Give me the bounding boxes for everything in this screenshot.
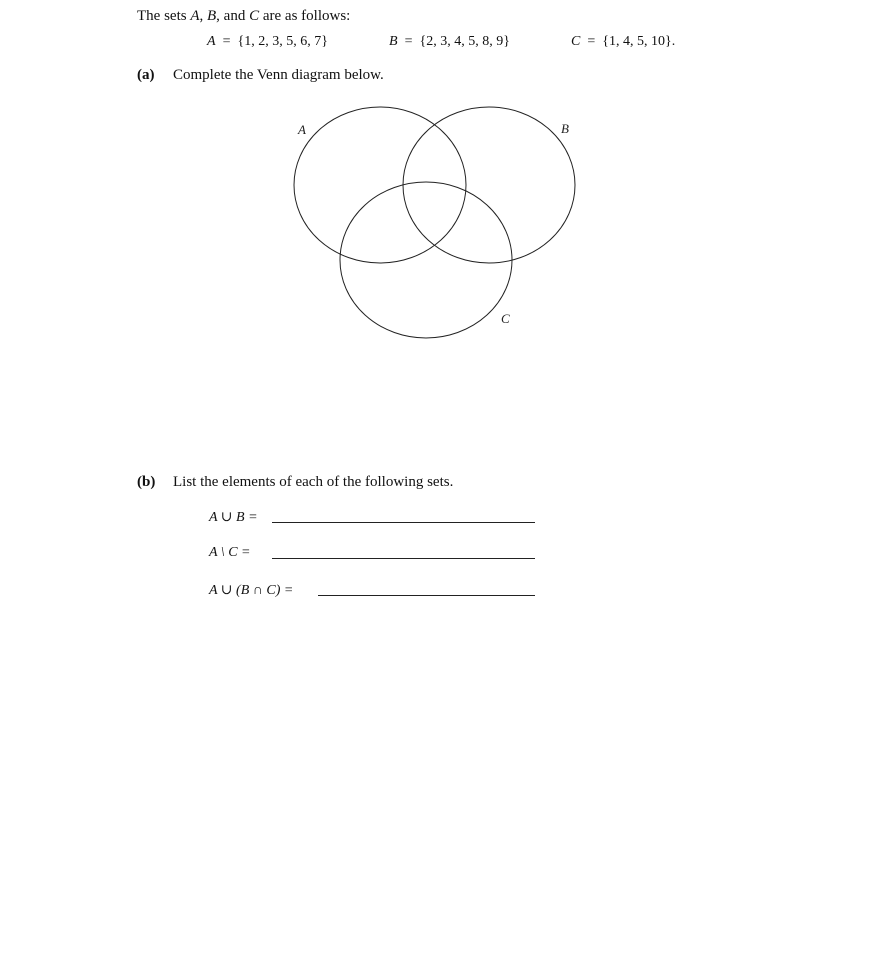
circle-b <box>403 107 575 263</box>
intro-set-c: C <box>249 8 260 24</box>
intro-separator: , and <box>216 8 250 24</box>
equals-sign: = <box>587 34 596 49</box>
set-name: A <box>207 34 216 49</box>
set-elements: {1, 2, 3, 5, 6, 7} <box>237 34 328 49</box>
set-name: B <box>389 34 398 49</box>
venn-label-a: A <box>298 122 306 137</box>
intro-set-a: A <box>190 8 200 24</box>
intro-prefix: The sets <box>137 8 191 24</box>
intro-set-b: B <box>207 8 217 24</box>
set-name: C <box>571 34 581 49</box>
answer-line-a-union-b-intersect-c[interactable] <box>318 595 535 596</box>
expression-a-minus-c: A \ C = <box>209 545 251 560</box>
equals-sign: = <box>222 34 231 49</box>
venn-diagram <box>0 0 892 400</box>
set-elements: {2, 3, 4, 5, 8, 9} <box>419 34 510 49</box>
expression-a-union-b-intersect-c: A ∪ (B ∩ C) = <box>209 583 294 598</box>
part-b-instruction: List the elements of each of the following sets. <box>173 474 454 490</box>
part-b-label: (b) <box>137 474 156 490</box>
venn-label-b: B <box>561 121 569 136</box>
set-elements: {1, 4, 5, 10}. <box>602 34 676 49</box>
intro-suffix: are as follows: <box>259 8 351 24</box>
answer-line-a-minus-c[interactable] <box>272 558 535 559</box>
expression-a-union-b: A ∪ B = <box>209 510 258 525</box>
part-a-instruction: Complete the Venn diagram below. <box>173 67 384 83</box>
circle-c <box>340 182 512 338</box>
intro-separator: , <box>199 8 207 24</box>
answer-line-a-union-b[interactable] <box>272 522 535 523</box>
venn-label-c: C <box>501 311 510 326</box>
part-a-label: (a) <box>137 67 155 83</box>
circle-a <box>294 107 466 263</box>
equals-sign: = <box>404 34 413 49</box>
